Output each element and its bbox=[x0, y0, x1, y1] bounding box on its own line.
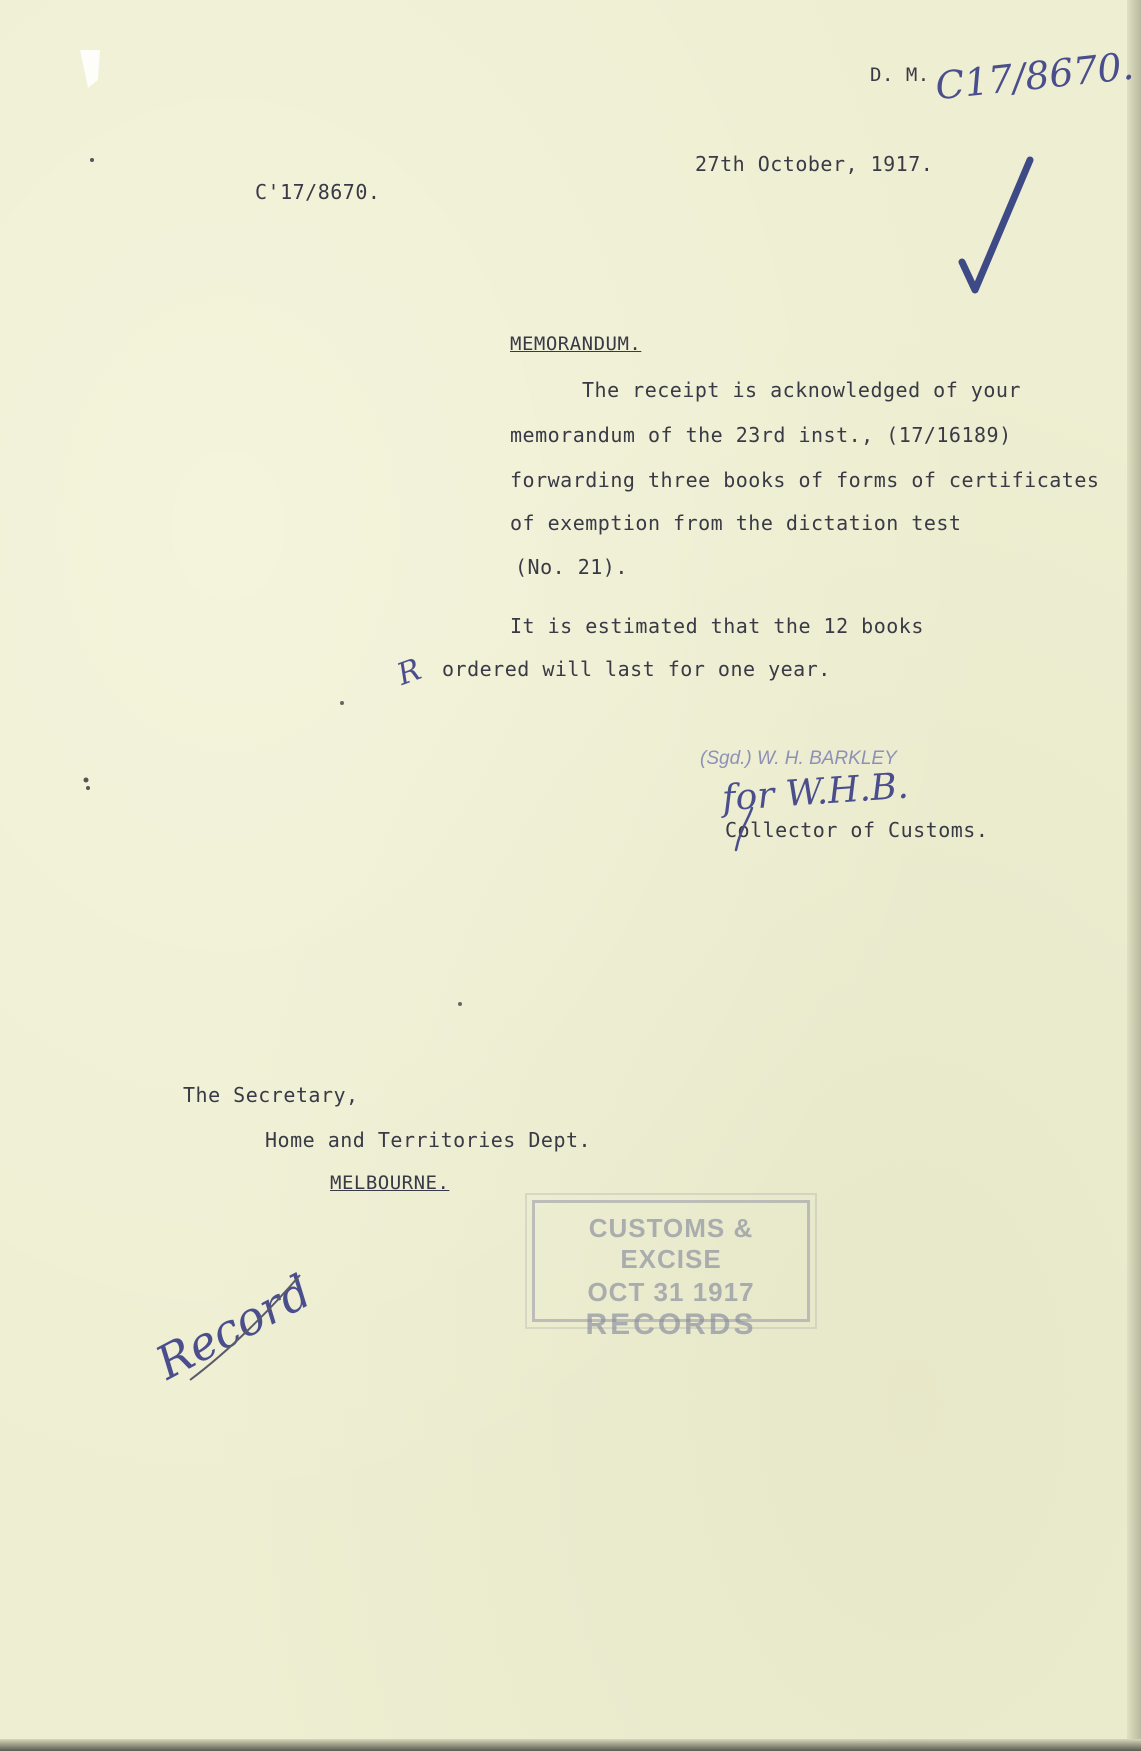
addressee-line3: MELBOURNE. bbox=[330, 1172, 450, 1194]
margin-initials: R bbox=[392, 652, 426, 693]
speck bbox=[458, 1002, 462, 1006]
record-annotation: Record bbox=[147, 1264, 320, 1390]
dm-handwritten-reference: C17/8670. bbox=[933, 43, 1136, 109]
signature-stamp: (Sgd.) W. H. BARKLEY bbox=[700, 748, 897, 769]
para1-line2: memorandum of the 23rd inst., (17/16189) bbox=[510, 423, 1012, 447]
addressee-line2: Home and Territories Dept. bbox=[265, 1128, 592, 1152]
addressee-line1: The Secretary, bbox=[183, 1083, 359, 1107]
speck bbox=[90, 158, 94, 162]
tab-mark bbox=[80, 50, 100, 88]
para2-line1: It is estimated that the 12 books bbox=[510, 614, 924, 638]
records-stamp-line3: RECORDS bbox=[585, 1308, 757, 1341]
signature-initials: for W.H.B. bbox=[720, 765, 910, 820]
dm-label: D. M. bbox=[870, 64, 930, 86]
records-stamp-date: OCT 31 1917 bbox=[587, 1277, 755, 1307]
memo-date: 27th October, 1917. bbox=[695, 152, 934, 176]
speck bbox=[84, 778, 89, 783]
speck bbox=[340, 701, 344, 705]
para2-line2: ordered will last for one year. bbox=[442, 657, 831, 681]
memo-title: MEMORANDUM. bbox=[510, 333, 642, 355]
file-reference: C'17/8670. bbox=[255, 180, 381, 204]
signature-flourish bbox=[736, 808, 752, 850]
record-underline-flourish bbox=[190, 1275, 300, 1380]
signature-title: Collector of Customs. bbox=[725, 818, 989, 842]
records-stamp-line1: CUSTOMS & EXCISE bbox=[588, 1213, 754, 1274]
para1-line4: of exemption from the dictation test bbox=[510, 511, 962, 535]
para1-line3: forwarding three books of forms of certificates bbox=[510, 468, 1100, 492]
para1-line5: (No. 21). bbox=[515, 555, 628, 579]
speck bbox=[86, 786, 90, 790]
checkmark-mark bbox=[962, 160, 1030, 290]
para1-line1: The receipt is acknowledged of your bbox=[582, 378, 1021, 402]
